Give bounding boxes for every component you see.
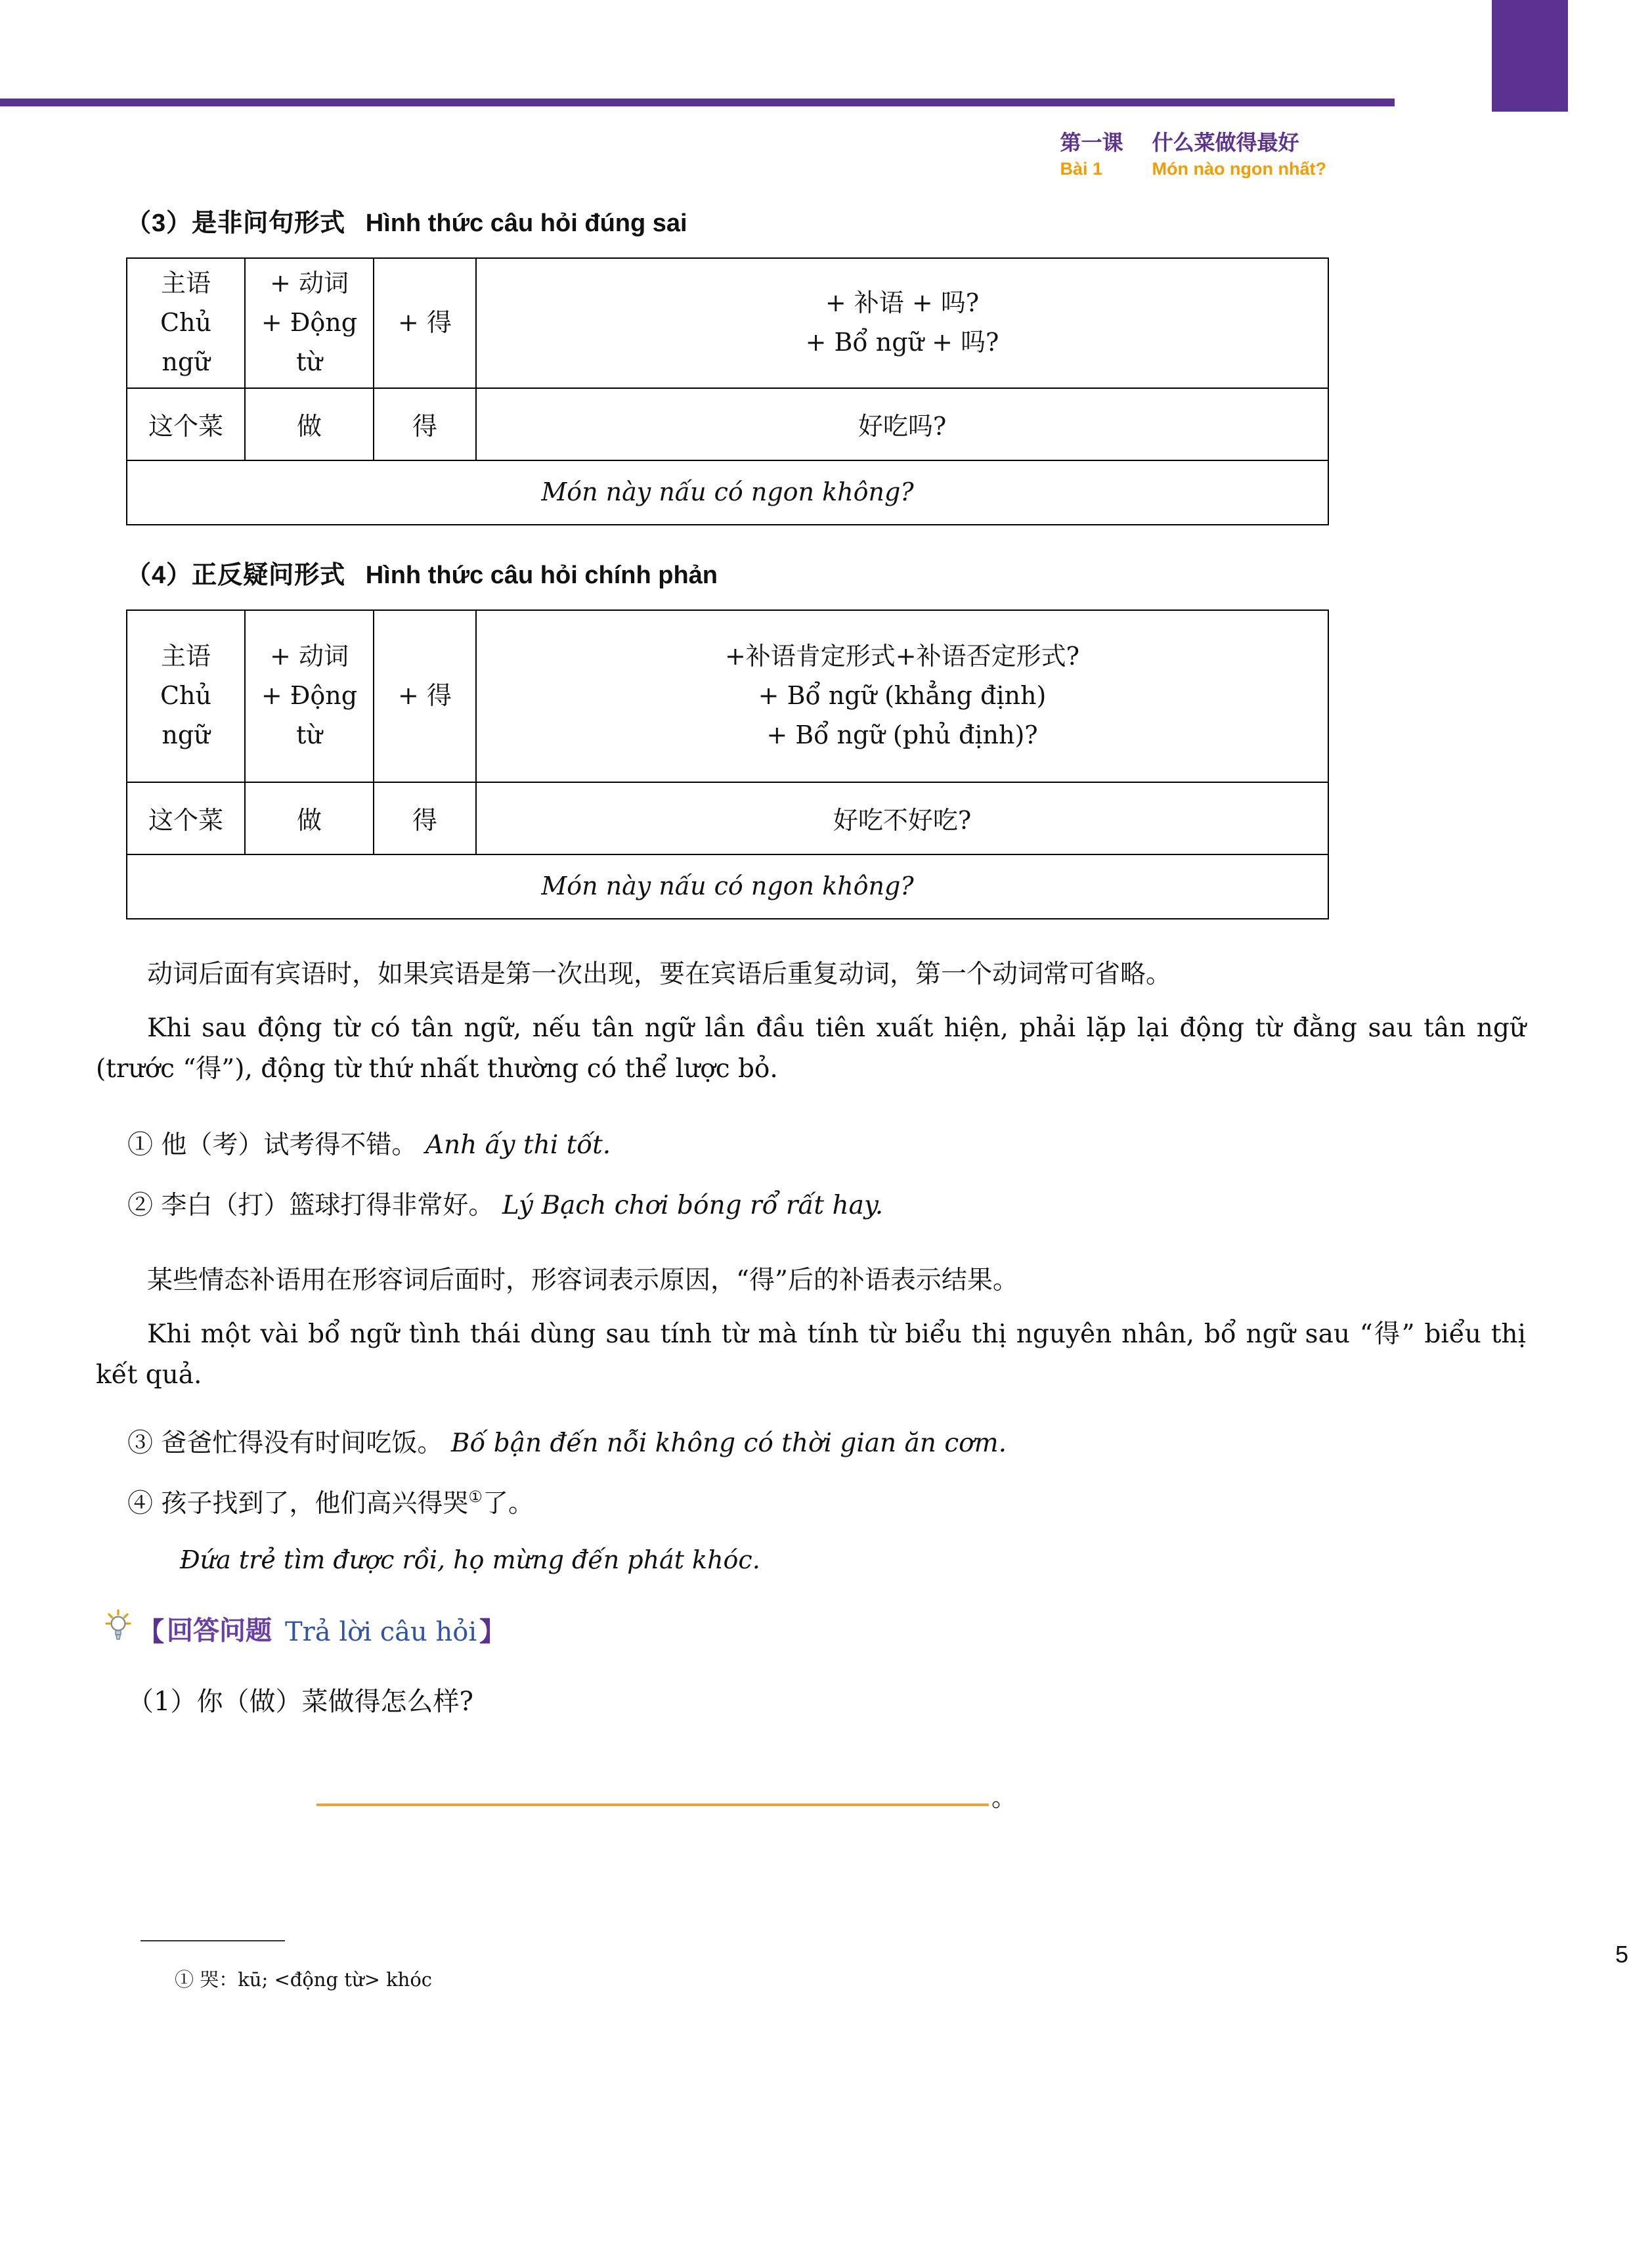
rule-paragraph-vi-2: Khi một vài bổ ngữ tình thái dùng sau tính từ mà tính từ biểu thị nguyên nhân, bổ ngữ sau “得” biểu thị kết quả. [96,1319,1526,1390]
example-4-zh-post: 了。 [482,1488,534,1518]
page-content [96,0,1526,1993]
table2-header-verb [245,610,374,782]
table1-header-complement-zh: + 补语 + 吗? [825,289,980,318]
example-4 [127,1484,1526,1524]
table1-header-complement [476,258,1328,388]
table2-header-row [127,610,1328,782]
affirmative-negative-question-table [126,609,1329,919]
table1-header-verb-vi: + Động từ [261,309,358,377]
table1-header-row [127,258,1328,388]
table1-header-verb [245,258,374,388]
lesson-title-zh: 什么菜做得最好 [1152,133,1299,155]
section-3-title-zh: （3）是非问句形式 [126,210,346,238]
lesson-number-zh: 第一课 [1060,133,1123,155]
table2-example-de: 得 [374,782,476,854]
example-2-vi: Lý Bạch chơi bóng rổ rất hay. [502,1190,884,1220]
table1-header-subject-vi: Chủ ngữ [160,309,211,377]
table2-example-row [127,782,1328,854]
answer-period: 。 [991,1784,1017,1813]
page-number: 5 [1615,1941,1628,1968]
table1-header-de [374,258,476,388]
rule-paragraph-zh-1: 动词后面有宾语时，如果宾语是第一次出现，要在宾语后重复动词，第一个动词常可省略。 [147,959,1172,989]
table1-example-verb: 做 [245,388,374,460]
table1-translation-cell: Món này nấu có ngon không? [127,460,1328,525]
yes-no-question-table [126,257,1329,525]
example-1-vi: Anh ấy thi tốt. [425,1130,611,1160]
table2-header-complement-vi-affirm: + Bổ ngữ (khẳng định) [758,682,1047,711]
example-2 [127,1186,1526,1226]
rule-paragraph-zh-2: 某些情态补语用在形容词后面时，形容词表示原因，“得”后的补语表示结果。 [147,1265,1018,1295]
table1-example-complement: 好吃吗? [476,388,1328,460]
lightbulb-icon [104,1609,133,1643]
heading-vi: Trả lời câu hỏi [285,1616,477,1647]
section-4-title-vi: Hình thức câu hỏi chính phản [365,562,718,590]
table1-header-subject-zh: 主语 [160,269,211,298]
answer-blank-line [316,1779,989,1806]
answer-blank-row [316,1779,1526,1814]
table1-example-de: 得 [374,388,476,460]
table1-header-subject [127,258,245,388]
table2-header-subject-zh: 主语 [160,642,211,671]
table2-header-complement [476,610,1328,782]
footnote-divider [141,1940,285,1941]
question-1: （1）你（做）菜做得怎么样? [127,1685,473,1717]
table2-header-complement-vi-negate: + Bổ ngữ (phủ định)? [766,721,1038,750]
section-3-title [126,208,1526,242]
table2-header-de [374,610,476,782]
table1-translation-row [127,460,1328,525]
table2-translation-row [127,854,1328,919]
lesson-number-vi: Bài 1 [1060,159,1103,179]
example-2-zh: ② 李白（打）篮球打得非常好。 [127,1190,494,1220]
table2-example-verb: 做 [245,782,374,854]
table2-example-subject: 这个菜 [127,782,245,854]
table2-header-de-label: + 得 [398,682,452,711]
example-3 [127,1424,1526,1463]
table2-header-verb-zh: + 动词 [270,642,349,671]
table1-header-verb-zh: + 动词 [270,269,349,298]
heading-bracket-open: 【 [138,1616,164,1647]
table1-example-subject: 这个菜 [127,388,245,460]
rule-paragraph-vi-1: Khi sau động từ có tân ngữ, nếu tân ngữ lần đầu tiên xuất hiện, phải lặp lại động từ đằng sau tân ngữ (trước “得”), động từ thứ nhất thường có thể lược bỏ. [96,1013,1526,1084]
table2-example-complement: 好吃不好吃? [476,782,1328,854]
section-4-title-zh: （4）正反疑问形式 [126,562,346,590]
example-1 [127,1126,1526,1165]
heading-bracket-close: 】 [479,1616,506,1647]
section-4-title [126,560,1526,594]
heading-zh: 回答问题 [167,1617,272,1646]
answer-questions-heading [104,1613,1526,1650]
table2-header-complement-zh: +补语肯定形式+补语否定形式? [724,642,1080,671]
table2-header-verb-vi: + Động từ [261,682,358,750]
table1-example-row [127,388,1328,460]
table1-header-complement-vi: + Bổ ngữ + 吗? [805,328,999,357]
lesson-title-vi: Món nào ngon nhất? [1152,159,1326,179]
table2-translation-cell: Món này nấu có ngon không? [127,854,1328,919]
example-3-vi: Bố bận đến nỗi không có thời gian ăn cơm. [450,1428,1007,1458]
example-1-zh: ① 他（考）试考得不错。 [127,1130,418,1160]
section-3-title-vi: Hình thức câu hỏi đúng sai [365,210,687,238]
footnote-marker: ① [468,1488,483,1506]
table1-header-de-label: + 得 [398,309,452,338]
example-4-translation: Đứa trẻ tìm được rồi, họ mừng đến phát khóc. [180,1546,760,1575]
table2-header-subject-vi: Chủ ngữ [160,682,211,750]
footnote-text: ① 哭：kū; <động từ> khóc [175,1970,433,1991]
example-4-zh-pre: ④ 孩子找到了，他们高兴得哭 [127,1488,469,1518]
example-3-zh: ③ 爸爸忙得没有时间吃饭。 [127,1428,443,1458]
table2-header-subject [127,610,245,782]
